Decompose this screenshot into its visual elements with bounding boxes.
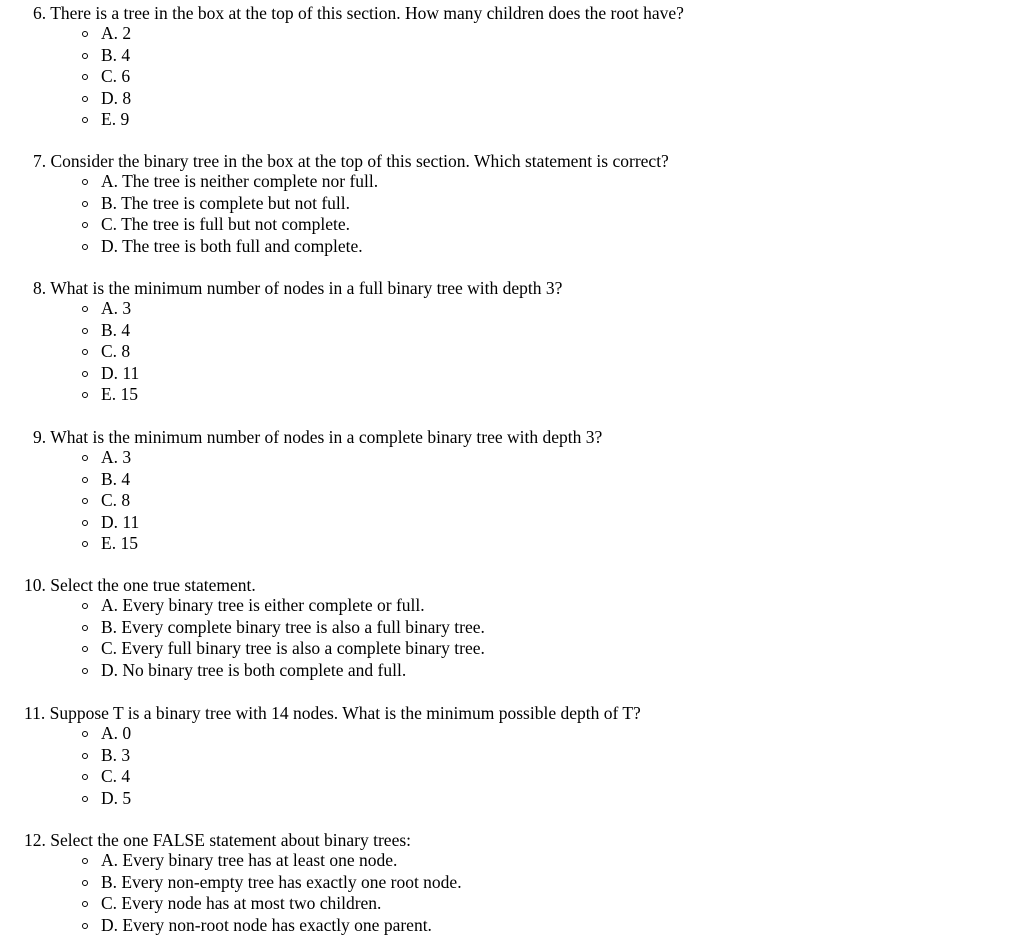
circle-bullet-icon bbox=[82, 753, 88, 759]
question-number: 12. bbox=[24, 830, 46, 850]
circle-bullet-icon bbox=[82, 498, 88, 504]
circle-bullet-icon bbox=[82, 796, 88, 802]
circle-bullet-icon bbox=[82, 349, 88, 355]
question-prompt: Select the one FALSE statement about binary trees: bbox=[50, 830, 412, 850]
circle-bullet-icon bbox=[82, 53, 88, 59]
question-prompt: Consider the binary tree in the box at the top of this section. Which statement is correct? bbox=[50, 151, 669, 171]
circle-bullet-icon bbox=[82, 858, 88, 864]
circle-bullet-icon bbox=[82, 222, 88, 228]
question-text bbox=[24, 574, 256, 596]
question-prompt: What is the minimum number of nodes in a full binary tree with depth 3? bbox=[50, 278, 563, 298]
question-number: 7. bbox=[33, 151, 47, 171]
question-prompt: What is the minimum number of nodes in a complete binary tree with depth 3? bbox=[50, 427, 603, 447]
circle-bullet-icon bbox=[82, 201, 88, 207]
question-number: 8. bbox=[33, 278, 47, 298]
circle-bullet-icon bbox=[82, 455, 88, 461]
circle-bullet-icon bbox=[82, 603, 88, 609]
circle-bullet-icon bbox=[82, 774, 88, 780]
circle-bullet-icon bbox=[82, 625, 88, 631]
question-text bbox=[33, 2, 684, 24]
question-text bbox=[33, 150, 669, 172]
circle-bullet-icon bbox=[82, 668, 88, 674]
question-prompt: There is a tree in the box at the top of this section. How many children does the root have? bbox=[50, 3, 684, 23]
circle-bullet-icon bbox=[82, 901, 88, 907]
question-text bbox=[24, 829, 411, 851]
question-prompt: Select the one true statement. bbox=[50, 575, 256, 595]
question-text bbox=[24, 702, 641, 724]
question-number: 6. bbox=[33, 3, 47, 23]
circle-bullet-icon bbox=[82, 477, 88, 483]
circle-bullet-icon bbox=[82, 96, 88, 102]
circle-bullet-icon bbox=[82, 117, 88, 123]
circle-bullet-icon bbox=[82, 731, 88, 737]
circle-bullet-icon bbox=[82, 328, 88, 334]
circle-bullet-icon bbox=[82, 179, 88, 185]
circle-bullet-icon bbox=[82, 74, 88, 80]
question-text bbox=[33, 277, 562, 299]
question-prompt: Suppose T is a binary tree with 14 nodes. What is the minimum possible depth of T? bbox=[49, 703, 641, 723]
circle-bullet-icon bbox=[82, 880, 88, 886]
question-text bbox=[33, 426, 602, 448]
circle-bullet-icon bbox=[82, 520, 88, 526]
question-number: 11. bbox=[24, 703, 46, 723]
circle-bullet-icon bbox=[82, 541, 88, 547]
circle-bullet-icon bbox=[82, 31, 88, 37]
question-number: 10. bbox=[24, 575, 46, 595]
circle-bullet-icon bbox=[82, 371, 88, 377]
circle-bullet-icon bbox=[82, 392, 88, 398]
circle-bullet-icon bbox=[82, 923, 88, 929]
circle-bullet-icon bbox=[82, 244, 88, 250]
question-number: 9. bbox=[33, 427, 47, 447]
circle-bullet-icon bbox=[82, 306, 88, 312]
circle-bullet-icon bbox=[82, 646, 88, 652]
